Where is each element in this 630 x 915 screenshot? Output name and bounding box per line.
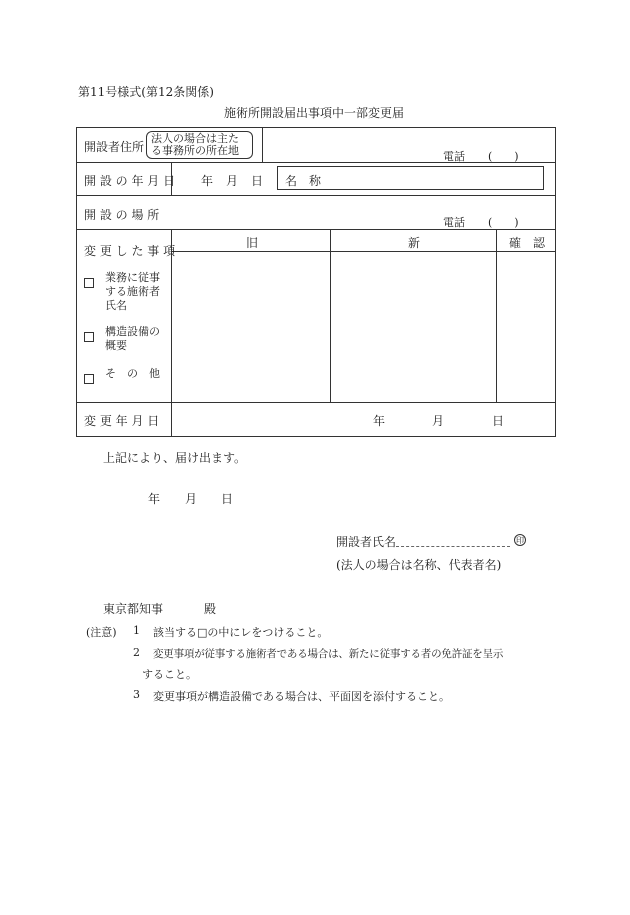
old-value-field[interactable]	[172, 252, 329, 401]
checkbox-item-other-label: そ の 他	[105, 367, 160, 380]
form-title: 施術所開設届出事項中一部変更届	[224, 106, 405, 120]
owner-address-phone-parens: ( )	[488, 150, 519, 163]
note-2-text: 変更事項が従事する施術者である場合は、新たに従事する者の免許証を呈示	[153, 648, 504, 660]
applicant-name-line[interactable]	[396, 546, 510, 547]
checkbox-icon[interactable]	[84, 278, 94, 288]
applicant-name-label: 開設者氏名	[336, 535, 397, 549]
note-1-text: 該当する□の中にレをつけること。	[153, 626, 329, 639]
note-3-text: 変更事項が構造設備である場合は、平面図を添付すること。	[153, 690, 450, 703]
submission-day-unit: 日	[221, 492, 234, 506]
checkbox-item-other[interactable]	[84, 367, 170, 381]
facility-name-label: 名 称	[285, 174, 322, 188]
checkbox-item-practitioner[interactable]	[84, 271, 170, 313]
note-2-number: 2	[133, 646, 140, 659]
opening-month-unit: 月	[226, 174, 239, 188]
checkbox-icon[interactable]	[84, 332, 94, 342]
checkbox-item-structure[interactable]	[84, 325, 170, 353]
note-1-number: 1	[133, 624, 140, 637]
applicant-note: (法人の場合は名称、代表者名)	[336, 558, 502, 572]
opening-date-label: 開 設 の 年 月 日	[84, 174, 176, 188]
seal-icon: 印	[516, 536, 524, 545]
checkbox-icon[interactable]	[84, 374, 94, 384]
change-year-unit: 年	[373, 414, 386, 428]
corporate-note-line2: る事務所の所在地	[151, 144, 239, 157]
column-new-header: 新	[408, 236, 421, 250]
corporate-note-line1: 法人の場合は主た	[151, 132, 239, 145]
changed-items-label: 変 更 し た 事 項	[84, 244, 176, 258]
owner-address-label: 開設者住所	[84, 140, 145, 154]
note-2-continuation: すること。	[142, 668, 197, 681]
corporate-note-bracket	[146, 131, 253, 159]
confirm-field[interactable]	[497, 252, 554, 401]
change-day-unit: 日	[492, 414, 505, 428]
submission-month-unit: 月	[185, 492, 198, 506]
change-date-label: 変 更 年 月 日	[84, 414, 160, 428]
owner-address-phone-label: 電話	[443, 150, 465, 163]
change-month-unit: 月	[432, 414, 445, 428]
opening-location-phone-parens: ( )	[488, 216, 519, 229]
submission-year-unit: 年	[148, 492, 161, 506]
column-confirm-header: 確 認	[509, 236, 546, 250]
addressee-honorific: 殿	[204, 602, 217, 616]
opening-location-field[interactable]	[172, 196, 554, 228]
notes-heading: (注意)	[86, 626, 117, 639]
statement-text: 上記により、届け出ます。	[103, 451, 247, 465]
note-3-number: 3	[133, 688, 140, 701]
opening-location-phone-label: 電話	[443, 216, 465, 229]
addressee: 東京都知事	[103, 602, 164, 616]
column-old-header: 旧	[246, 236, 259, 250]
opening-year-unit: 年	[201, 174, 214, 188]
checkbox-item-practitioner-label: 業務に従事する施術者氏名	[105, 271, 160, 312]
new-value-field[interactable]	[331, 252, 495, 401]
opening-location-label: 開 設 の 場 所	[84, 208, 160, 222]
owner-address-field[interactable]	[263, 128, 554, 161]
checkbox-item-structure-label: 構造設備の概要	[105, 325, 160, 352]
form-number: 第11号様式(第12条関係)	[78, 85, 214, 99]
opening-day-unit: 日	[251, 174, 264, 188]
